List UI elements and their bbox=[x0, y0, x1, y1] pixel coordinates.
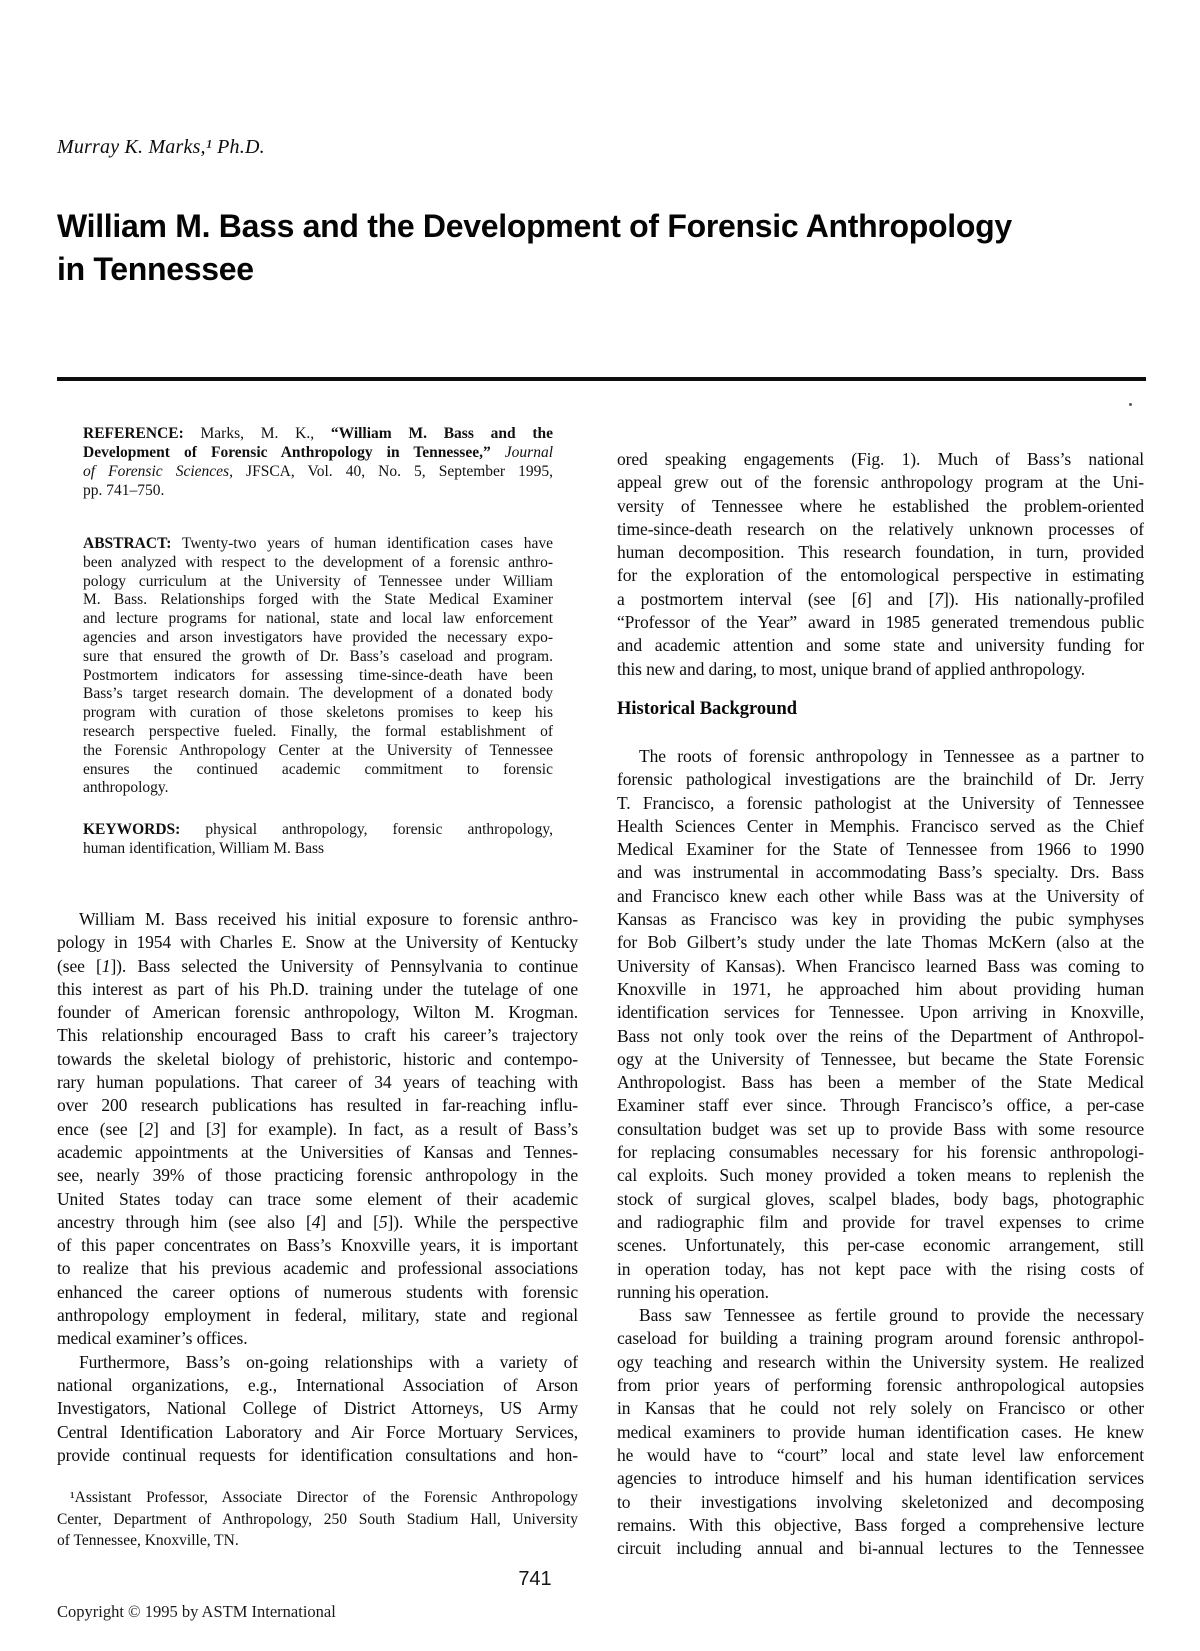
text-line: Investigators, National College of District Attorneys, US Army bbox=[57, 1398, 578, 1419]
text-line: of Tennessee, Knoxville, TN. bbox=[57, 1532, 239, 1549]
text-line: been analyzed with respect to the development of a forensic anthro- bbox=[83, 553, 553, 571]
text-line: academic appointments at the Universities of Kansas and Tennes- bbox=[57, 1141, 578, 1162]
right-column-text-top bbox=[617, 448, 1144, 681]
text-line: Bass saw Tennessee as fertile ground to provide the necessary bbox=[639, 1305, 1144, 1326]
text-line: ogy teaching and research within the University system. He realized bbox=[617, 1351, 1144, 1372]
text-line: identification services for Tennessee. Upon arriving in Knoxville, bbox=[617, 1002, 1144, 1023]
author-line: Murray K. Marks,¹ Ph.D. bbox=[57, 136, 265, 158]
text-line: stock of surgical gloves, scalpel blades, body bags, photographic bbox=[617, 1188, 1144, 1209]
text-line: circuit including annual and bi-annual lectures to the Tennessee bbox=[617, 1538, 1144, 1559]
text-line: scenes. Unfortunately, this per-case economic arrangement, still bbox=[617, 1235, 1144, 1256]
scan-dot-artifact bbox=[1129, 403, 1132, 406]
text-line: United States today can trace some element of their academic bbox=[57, 1188, 578, 1209]
text-line: and lecture programs for national, state and local law enforcement bbox=[83, 610, 553, 628]
text-line: the Forensic Anthropology Center at the University of Tennessee bbox=[83, 741, 553, 759]
text-line: Examiner staff ever since. Through Francisco’s office, a per-case bbox=[617, 1095, 1144, 1116]
text-line: towards the skeletal biology of prehistoric, historic and contempo- bbox=[57, 1048, 578, 1069]
paper-title bbox=[57, 205, 1167, 291]
reference-block bbox=[83, 424, 553, 500]
keywords-block bbox=[83, 820, 553, 858]
text-line: and Francisco knew each other while Bass was at the University of bbox=[617, 885, 1144, 906]
text-line: in operation today, has not kept pace with the rising costs of bbox=[617, 1258, 1144, 1279]
text-line: for replacing consumables necessary for his forensic anthropologi- bbox=[617, 1142, 1144, 1163]
text-line: a postmortem interval (see [6] and [7]). His nationally-profiled bbox=[617, 588, 1144, 609]
text-line: sure that ensured the growth of Dr. Bass’s caseload and program. bbox=[83, 647, 553, 665]
text-line: pology curriculum at the University of Tennessee under William bbox=[83, 572, 553, 590]
text-line: cal exploits. Such money provided a token means to replenish the bbox=[617, 1165, 1144, 1186]
text-line: rary human populations. That career of 34 years of teaching with bbox=[57, 1072, 578, 1093]
text-line: provide continual requests for identification consultations and hon- bbox=[57, 1444, 578, 1465]
text-line: (see [1]). Bass selected the University of Pennsylvania to continue bbox=[57, 955, 578, 976]
text-line: pology in 1954 with Charles E. Snow at the University of Kentucky bbox=[57, 932, 578, 953]
text-line: he would have to “court” local and state level law enforcement bbox=[617, 1444, 1144, 1465]
text-line: in Kansas that he could not rely solely on Francisco or other bbox=[617, 1398, 1144, 1419]
text-line: see, nearly 39% of those practicing forensic anthropology in the bbox=[57, 1165, 578, 1186]
text-line: Central Identification Laboratory and Air Force Mortuary Services, bbox=[57, 1421, 578, 1442]
text-line: for Bob Gilbert’s study under the late Thomas McKern (also at the bbox=[617, 932, 1144, 953]
text-line: Development of Forensic Anthropology in Tennessee,” Journal bbox=[83, 444, 553, 461]
abstract-block bbox=[83, 535, 553, 798]
text-line: University of Kansas). When Francisco learned Bass was coming to bbox=[617, 955, 1144, 976]
text-line: consultation budget was set up to provide Bass with some resource bbox=[617, 1118, 1144, 1139]
text-line: appeal grew out of the forensic anthropology program at the Uni- bbox=[617, 472, 1144, 493]
text-line: T. Francisco, a forensic pathologist at the University of Tennessee bbox=[617, 792, 1144, 813]
text-line: anthropology. bbox=[83, 779, 169, 797]
text-line: time-since-death research on the relatively unknown processes of bbox=[617, 518, 1144, 539]
text-line: M. Bass. Relationships forged with the State Medical Examiner bbox=[83, 591, 553, 609]
text-line: in Tennessee bbox=[57, 251, 254, 287]
text-line: program with curation of those skeletons promises to keep his bbox=[83, 704, 553, 722]
text-line: Anthropologist. Bass has been a member of the State Medical bbox=[617, 1072, 1144, 1093]
footnote-block bbox=[57, 1487, 578, 1552]
text-line: and academic attention and some state and university funding for bbox=[617, 635, 1144, 656]
text-line: Medical Examiner for the State of Tennessee from 1966 to 1990 bbox=[617, 839, 1144, 860]
section-heading-historical-background: Historical Background bbox=[617, 699, 798, 719]
text-line: William M. Bass received his initial exposure to forensic anthro- bbox=[79, 909, 578, 929]
text-line: Bass’s target research domain. The development of a donated body bbox=[83, 685, 553, 703]
text-line: Postmortem indicators for assessing time-since-death have been bbox=[83, 666, 553, 684]
text-line: of Forensic Sciences, JFSCA, Vol. 40, No. 5, September 1995, bbox=[83, 463, 553, 480]
text-line: forensic pathological investigations are the brainchild of Dr. Jerry bbox=[617, 769, 1144, 790]
text-line: ABSTRACT: Twenty-two years of human identification cases have bbox=[83, 535, 553, 552]
text-line: ancestry through him (see also [4] and [5]). While the perspective bbox=[57, 1211, 578, 1232]
divider-rule bbox=[57, 377, 1146, 381]
text-line: This relationship encouraged Bass to craft his career’s trajectory bbox=[57, 1025, 578, 1046]
text-line: from prior years of performing forensic anthropological autopsies bbox=[617, 1375, 1144, 1396]
text-line: ogy at the University of Tennessee, but became the State Forensic bbox=[617, 1048, 1144, 1069]
text-line: William M. Bass and the Development of Forensic Anthropology bbox=[57, 208, 1012, 244]
text-line: research perspective fueled. Finally, the formal establishment of bbox=[83, 722, 553, 740]
text-line: and was instrumental in accommodating Bass’s specialty. Drs. Bass bbox=[617, 862, 1144, 883]
text-line: agencies to introduce himself and his human identification services bbox=[617, 1468, 1144, 1489]
text-line: founder of American forensic anthropology, Wilton M. Krogman. bbox=[57, 1002, 578, 1023]
text-line: national organizations, e.g., International Association of Arson bbox=[57, 1374, 578, 1395]
text-line: Kansas as Francisco was key in providing the pubic symphyses bbox=[617, 909, 1144, 930]
text-line: anthropology employment in federal, military, state and regional bbox=[57, 1305, 578, 1326]
text-line: over 200 research publications has resulted in far-reaching influ- bbox=[57, 1095, 578, 1116]
text-line: KEYWORDS: physical anthropology, forensic anthropology, bbox=[83, 821, 553, 838]
text-line: pp. 741–750. bbox=[83, 482, 165, 499]
text-line: REFERENCE: Marks, M. K., “William M. Bass and the bbox=[83, 425, 553, 442]
text-line: ence (see [2] and [3] for example). In fact, as a result of Bass’s bbox=[57, 1118, 578, 1139]
text-line: human identification, William M. Bass bbox=[83, 840, 325, 857]
text-line: Health Sciences Center in Memphis. Francisco served as the Chief bbox=[617, 815, 1144, 836]
text-line: for the exploration of the entomological perspective in estimating bbox=[617, 565, 1144, 586]
text-line: of this paper concentrates on Bass’s Knoxville years, it is important bbox=[57, 1235, 578, 1256]
text-line: The roots of forensic anthropology in Tennessee as a partner to bbox=[639, 746, 1144, 766]
text-line: Center, Department of Anthropology, 250 South Stadium Hall, University bbox=[57, 1510, 578, 1528]
text-line: Knoxville in 1971, he approached him about providing human bbox=[617, 978, 1144, 999]
page-number: 741 bbox=[518, 1568, 552, 1590]
text-line: to realize that his previous academic and professional associations bbox=[57, 1258, 578, 1279]
text-line: medical examiners to provide human identification cases. He knew bbox=[617, 1421, 1144, 1442]
text-line: ensures the continued academic commitment to forensic bbox=[83, 760, 553, 778]
text-line: medical examiner’s offices. bbox=[57, 1328, 248, 1349]
right-column-text-bottom bbox=[617, 745, 1144, 1560]
text-line: ¹Assistant Professor, Associate Director of the Forensic Anthropology bbox=[70, 1489, 578, 1506]
text-line: Bass not only took over the reins of the Department of Anthropol- bbox=[617, 1025, 1144, 1046]
left-column-text bbox=[57, 908, 578, 1467]
text-line: and radiographic film and provide for travel expenses to crime bbox=[617, 1211, 1144, 1232]
text-line: running his operation. bbox=[617, 1281, 769, 1302]
text-line: “Professor of the Year” award in 1985 generated tremendous public bbox=[617, 612, 1144, 633]
text-line: this new and daring, to most, unique brand of applied anthropology. bbox=[617, 658, 1085, 679]
text-line: remains. With this objective, Bass forged a comprehensive lecture bbox=[617, 1514, 1144, 1535]
text-line: agencies and arson investigators have provided the necessary expo- bbox=[83, 628, 553, 646]
text-line: human decomposition. This research foundation, in turn, provided bbox=[617, 542, 1144, 563]
text-line: ored speaking engagements (Fig. 1). Much of Bass’s national bbox=[617, 449, 1144, 469]
text-line: enhanced the career options of numerous students with forensic bbox=[57, 1281, 578, 1302]
text-line: caseload for building a training program around forensic anthropol- bbox=[617, 1328, 1144, 1349]
text-line: to their investigations involving skeletonized and decomposing bbox=[617, 1491, 1144, 1512]
text-line: versity of Tennessee where he established the problem-oriented bbox=[617, 495, 1144, 516]
copyright-line: Copyright © 1995 by ASTM International bbox=[57, 1602, 336, 1621]
text-line: Furthermore, Bass’s on-going relationships with a variety of bbox=[79, 1351, 578, 1372]
text-line: this interest as part of his Ph.D. training under the tutelage of one bbox=[57, 978, 578, 999]
